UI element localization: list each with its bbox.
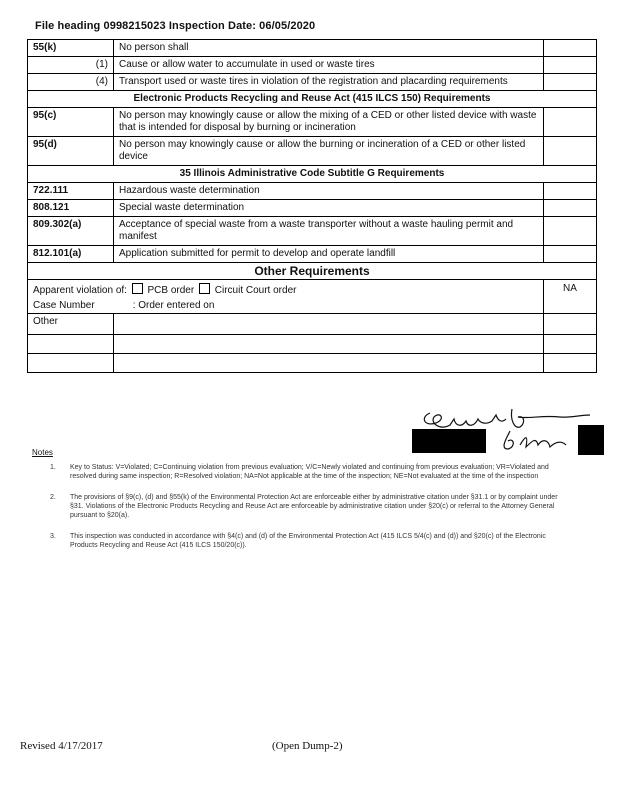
redaction-bar — [578, 425, 604, 455]
status-cell[interactable] — [544, 108, 597, 137]
table-row — [28, 57, 597, 74]
form-name: (Open Dump-2) — [272, 740, 343, 752]
row-code: 812.101(a) — [28, 246, 114, 263]
row-code: 809.302(a) — [28, 217, 114, 246]
pcb-order-label: PCB order — [147, 285, 195, 296]
status-cell[interactable] — [544, 183, 597, 200]
other-row — [28, 335, 597, 354]
circuit-court-label: Circuit Court order — [214, 285, 297, 296]
row-code: 95(c) — [28, 108, 114, 137]
table-row — [28, 200, 597, 217]
status-cell[interactable] — [544, 74, 597, 91]
row-code: 722.111 — [28, 183, 114, 200]
row-subcode: (4) — [28, 74, 114, 91]
other-text[interactable] — [114, 335, 544, 354]
status-cell[interactable] — [544, 314, 597, 335]
note-text: This inspection was conducted in accordance with §4(c) and (d) of the Environmental Protection Act (415 ILCS 5/4(c) and (d)) and §20(c) of the Electronic Products Recycling and Reuse Act (415 ILCS 150/20(c)). — [70, 533, 546, 549]
redaction-bar — [412, 429, 486, 453]
file-heading: File heading 0998215023 Inspection Date: 06/05/2020 — [35, 20, 316, 32]
status-cell[interactable] — [544, 137, 597, 166]
status-cell[interactable] — [544, 200, 597, 217]
na-status[interactable]: NA — [544, 280, 597, 314]
table-row — [28, 137, 597, 166]
signature-area — [410, 405, 610, 460]
order-entered-label: : Order entered on — [132, 300, 215, 311]
other-row — [28, 354, 597, 373]
requirements-table — [27, 39, 597, 373]
table-row — [28, 246, 597, 263]
row-text: No person may knowingly cause or allow the burning or incineration of a CED or other listed device — [114, 137, 544, 166]
section-header-row — [28, 91, 597, 108]
apparent-violation-row — [28, 280, 597, 314]
section-header-row — [28, 166, 597, 183]
note-item — [50, 493, 560, 520]
other-code-blank[interactable] — [28, 354, 114, 373]
row-text: No person may knowingly cause or allow the mixing of a CED or other listed device with waste that is intended for disposal by burning or incineration — [114, 108, 544, 137]
row-code: 95(d) — [28, 137, 114, 166]
status-cell[interactable] — [544, 217, 597, 246]
other-text[interactable] — [114, 354, 544, 373]
section-electronics-title: Electronic Products Recycling and Reuse Act (415 ILCS 150) Requirements — [28, 91, 597, 108]
circuit-court-checkbox[interactable] — [199, 283, 210, 294]
other-label: Other — [28, 314, 114, 335]
note-text: The provisions of §9(c), (d) and §55(k) of the Environmental Protection Act are enforceable either by administrative citation under §31.1 or by complaint under §31. Violations of the Electronic Products Recycling and Reuse Act are enforceable by administrative citation under §20(c) or referral to the Attorney General pursuant to §20(a). — [70, 494, 558, 519]
apparent-violation-cell — [28, 280, 544, 314]
row-text: Acceptance of special waste from a waste transporter without a waste hauling permit and manifest — [114, 217, 544, 246]
revised-date: Revised 4/17/2017 — [20, 740, 103, 752]
row-code: 55(k) — [28, 40, 114, 57]
row-text: Special waste determination — [114, 200, 544, 217]
note-number: 3. — [50, 533, 56, 540]
row-text: Application submitted for permit to develop and operate landfill — [114, 246, 544, 263]
status-cell[interactable] — [544, 246, 597, 263]
row-text: Cause or allow water to accumulate in used or waste tires — [114, 57, 544, 74]
table-row — [28, 217, 597, 246]
note-number: 2. — [50, 494, 56, 501]
status-cell[interactable] — [544, 40, 597, 57]
section-other-title: Other Requirements — [28, 263, 597, 280]
row-code: 808.121 — [28, 200, 114, 217]
apparent-violation-label: Apparent violation of: — [33, 285, 127, 296]
table-row — [28, 40, 597, 57]
table-row — [28, 74, 597, 91]
table-row — [28, 108, 597, 137]
note-text: Key to Status: V=Violated; C=Continuing violation from previous evaluation; V/C=Newly violated and continuing from previous evaluation; VR=Violated and resolved during same inspection; R=Resolved violation; NA=Not applicable at the time of the inspection; NE=Not evaluated at the time of the inspection — [70, 464, 549, 480]
pcb-order-checkbox[interactable] — [132, 283, 143, 294]
row-subcode: (1) — [28, 57, 114, 74]
row-text: No person shall — [114, 40, 544, 57]
row-text: Hazardous waste determination — [114, 183, 544, 200]
status-cell[interactable] — [544, 354, 597, 373]
status-cell[interactable] — [544, 57, 597, 74]
notes-title: Notes — [32, 448, 53, 457]
note-item — [50, 463, 560, 481]
notes-list — [50, 463, 560, 562]
note-number: 1. — [50, 464, 56, 471]
other-row — [28, 314, 597, 335]
case-number-label: Case Number — [33, 300, 95, 311]
status-cell[interactable] — [544, 335, 597, 354]
case-number-line — [33, 300, 538, 312]
row-text: Transport used or waste tires in violation of the registration and placarding requirements — [114, 74, 544, 91]
other-text[interactable] — [114, 314, 544, 335]
section-35iac-title: 35 Illinois Administrative Code Subtitle G Requirements — [28, 166, 597, 183]
note-item — [50, 532, 560, 550]
section-header-row — [28, 263, 597, 280]
table-row — [28, 183, 597, 200]
other-code-blank[interactable] — [28, 335, 114, 354]
